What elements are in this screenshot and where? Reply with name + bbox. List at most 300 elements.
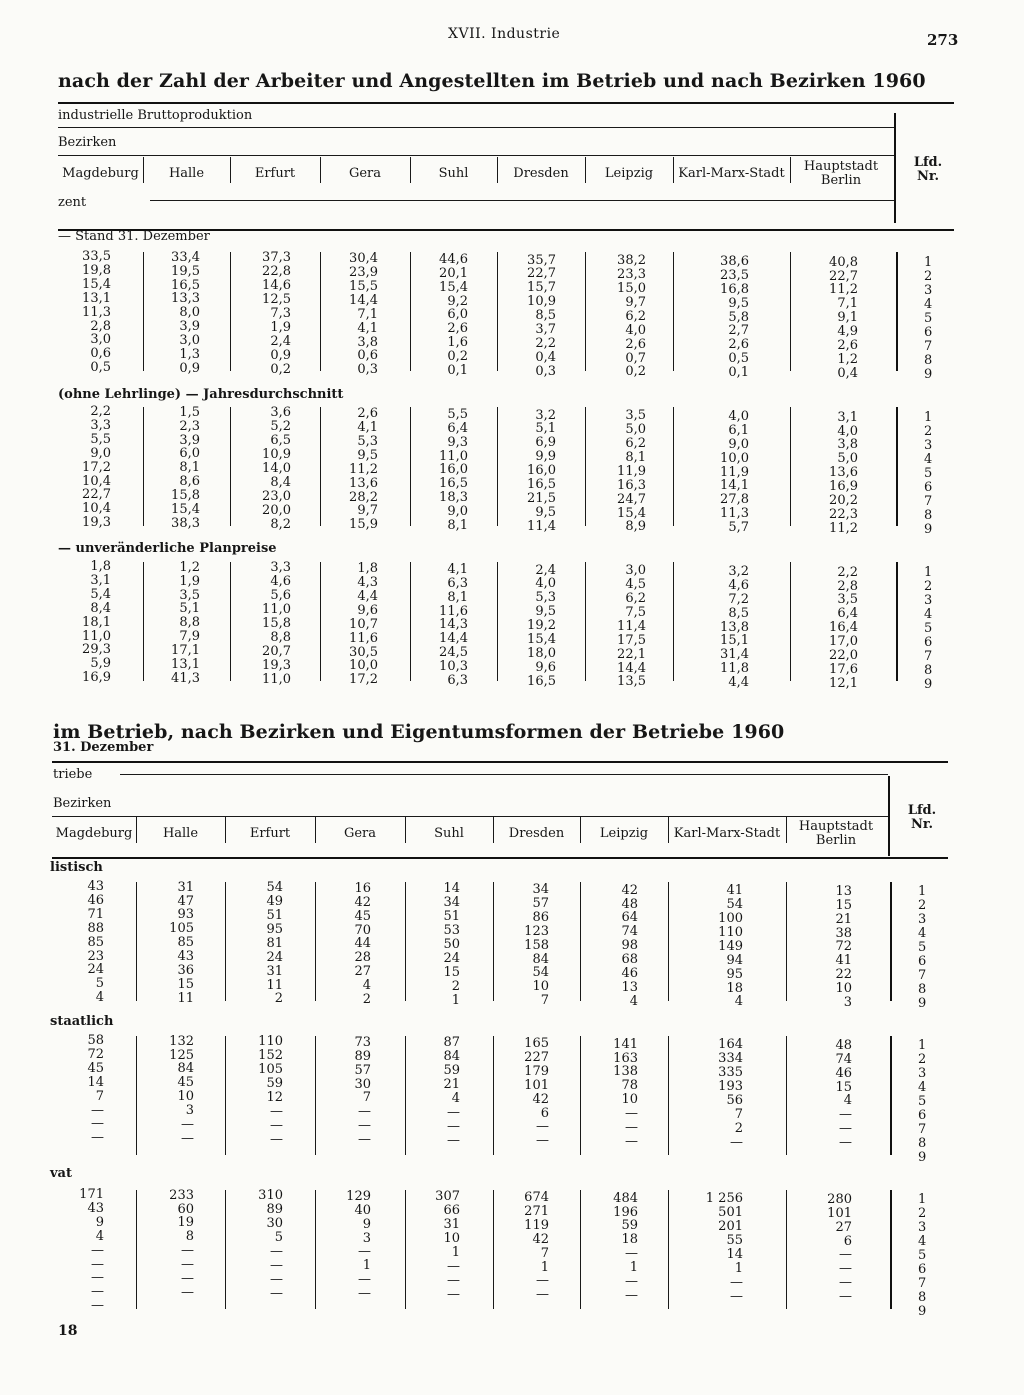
lfd-rule [890,1036,892,1155]
row-number: 1 [924,255,933,271]
table-cell: — [270,1117,283,1133]
table-cell: 36 [177,963,194,978]
table-cell: 11,0 [262,671,291,687]
row-number: 5 [924,465,933,481]
table-cell: 14,4 [439,631,468,647]
table-cell: — [358,1286,371,1302]
table-cell: 59 [266,1075,283,1091]
table-cell: — [91,1270,104,1286]
table-cell: 3,1 [90,572,111,588]
table-cell: 0,7 [625,350,646,366]
table-cell: 21,5 [527,490,556,506]
table-cell: 335 [718,1065,743,1080]
table-cell: 42 [621,882,638,898]
table-cell: 40 [354,1202,371,1218]
table-cell: 11,9 [617,463,646,479]
table-cell: 0,5 [90,360,111,376]
table1-lfd-divider [894,113,896,223]
row-number: 4 [924,607,933,622]
table-cell: 41 [835,953,852,969]
table-cell: 8 [185,1229,194,1245]
table-cell: 30,4 [349,251,378,267]
table-cell: 7,2 [728,591,749,607]
column-header-gera: Gera [343,826,377,841]
table-cell: — [536,1273,549,1289]
table-cell: 10 [621,1092,638,1108]
table-cell: 2,8 [90,318,111,334]
table-cell: 54 [266,880,283,896]
table-cell: 4,4 [728,675,749,691]
table-cell: 29,3 [82,642,111,658]
table-cell: 10 [835,981,852,997]
table-cell: 1 [629,1260,638,1276]
table-cell: 5,1 [179,601,200,617]
column-separator [790,157,791,183]
table-cell: 16,0 [439,462,468,478]
table-cell: 28,2 [349,489,378,505]
table-cell: 54 [532,965,549,981]
table-cell: 17,6 [829,661,858,677]
table-cell: 10 [177,1089,194,1105]
table-cell: 50 [443,937,460,952]
table-cell: 38 [835,925,852,941]
table-cell: 110 [718,924,743,940]
table-cell: 1 256 [705,1191,743,1207]
table-cell: 9,1 [837,310,858,326]
row-number: 5 [924,310,933,326]
table-cell: 149 [718,938,743,954]
row-number: 3 [924,593,933,609]
table-cell: 8,5 [728,605,749,621]
table-cell: 11,0 [82,628,111,644]
table-cell: 6 [540,1105,549,1121]
table-cell: 41 [726,883,743,899]
table-cell: 48 [835,1037,852,1053]
table-cell: 310 [258,1188,283,1204]
table-cell: 28 [354,950,371,966]
table-cell: 4,1 [447,561,468,577]
table-cell: — [447,1104,460,1120]
row-number: 9 [924,676,933,692]
table-cell: 501 [718,1205,743,1221]
table-cell: 54 [726,897,743,913]
table-cell: 227 [524,1049,549,1065]
table-cell: 56 [726,1092,743,1108]
row-number: 9 [918,1303,927,1319]
table-cell: 6,1 [728,422,749,438]
table-cell: 0,6 [357,348,378,364]
table2-rule [120,774,888,775]
table-cell: 11,2 [829,520,858,536]
table-cell: 18,1 [82,614,111,630]
table-cell: 3,5 [837,592,858,608]
table-cell: 17,5 [617,632,646,648]
column-rule [673,562,674,681]
table-cell: 13 [835,883,852,899]
table-cell: 22,8 [262,264,291,280]
table-cell: 1,6 [447,335,468,351]
table-cell: 72 [87,1046,104,1062]
table-cell: — [358,1132,371,1148]
table-cell: — [91,1102,104,1118]
page-number: 273 [927,31,959,49]
table-cell: 8,4 [270,474,291,490]
table-cell: 15 [835,897,852,913]
running-header: XVII. Industrie [448,26,561,42]
table-cell: 15,4 [171,502,200,517]
table-cell: — [447,1258,460,1274]
table-cell: 0,2 [625,364,646,380]
table-cell: 0,6 [90,346,111,362]
table1-header-line2: Bezirken [58,135,117,150]
table-cell: 0,1 [447,363,468,378]
table-cell: 7,1 [837,296,858,312]
table-cell: — [270,1257,283,1273]
column-separator [786,817,787,843]
table-cell: — [839,1135,852,1151]
table-cell: 5 [274,1229,283,1245]
table-cell: 10,7 [349,616,378,632]
table-cell: 10,0 [349,658,378,674]
table1-title: nach der Zahl der Arbeiter und Angestellten im Betrieb und nach Bezirken 1960 [58,70,926,92]
table-cell: 14 [443,881,460,897]
table-cell: 7 [734,1106,743,1122]
table-cell: 33,4 [171,249,200,265]
row-number: 7 [918,1121,927,1137]
table-cell: 53 [443,923,460,939]
table-cell: 22,7 [829,268,858,284]
column-header-hauptstadt-berlin: Hauptstadt Berlin [803,159,879,188]
table-cell: 158 [524,937,549,953]
row-number: 8 [924,662,933,678]
table-cell: 8,1 [179,460,200,476]
table-cell: 8,1 [447,518,468,533]
table-cell: 9,5 [728,295,749,311]
table-cell: 11,4 [617,618,646,634]
table-cell: 4 [734,994,743,1010]
table-cell: 86 [532,909,549,925]
table-cell: 12,5 [262,292,291,308]
column-separator [580,817,581,843]
table-cell: 89 [354,1048,371,1064]
row-number: 5 [924,620,933,636]
table-cell: 0,2 [447,349,468,365]
column-separator [143,157,144,183]
table-cell: 64 [621,910,638,926]
row-number: 8 [924,507,933,523]
table-cell: 2,4 [535,562,556,578]
table-cell: 2 [734,1120,743,1136]
table-cell: 4,0 [837,423,858,439]
lfd-rule [890,882,892,1001]
table-cell: 1,8 [357,561,378,577]
column-header-hauptstadt-berlin: Hauptstadt Berlin [798,819,874,848]
table-cell: 4,3 [357,575,378,590]
table-cell: — [270,1243,283,1259]
table-cell: 10,9 [262,447,291,463]
table-cell: 42 [532,1231,549,1247]
table-cell: 14 [87,1074,104,1090]
row-number: 6 [918,953,927,969]
table-cell: 68 [621,952,638,968]
column-header-magdeburg: Magdeburg [55,826,133,841]
section-label: — unveränderliche Planpreise [58,541,277,556]
table-cell: 15,4 [82,276,111,292]
table-cell: 24 [443,950,460,966]
table-cell: 16,4 [829,620,858,636]
table-cell: 5,2 [270,419,291,435]
table-cell: 105 [169,921,194,937]
row-number: 2 [918,1052,927,1068]
table-cell: 14,4 [617,660,646,676]
table-cell: 2,2 [535,335,556,351]
table-cell: — [730,1134,743,1150]
table-cell: 271 [524,1203,549,1219]
table-cell: — [181,1243,194,1259]
table-cell: — [536,1133,549,1149]
table-cell: 6,9 [535,435,556,451]
table-cell: — [625,1120,638,1135]
table-cell: 119 [524,1217,549,1233]
table-cell: 2,6 [357,406,378,422]
table2-top-rule [52,761,948,763]
table-cell: 10 [532,979,549,995]
table-cell: 15,4 [439,279,468,295]
table-cell: 16,3 [617,477,646,493]
table-cell: 674 [524,1190,549,1205]
table-cell: 73 [354,1034,371,1050]
table-cell: — [181,1130,194,1146]
table-cell: — [730,1274,743,1290]
table-cell: 3,0 [90,332,111,348]
table-cell: 9,0 [728,436,749,452]
table-cell: 14,6 [262,278,291,294]
table-cell: 11 [177,990,194,1006]
column-rule [790,562,791,681]
table-cell: 6 [843,1233,852,1249]
table-cell: — [839,1247,852,1263]
column-separator [668,817,669,843]
table-cell: 6,2 [625,436,646,451]
table-cell: 23,0 [262,488,291,504]
table-cell: 93 [177,907,194,923]
table-cell: 57 [354,1062,371,1078]
table-cell: — [447,1118,460,1134]
table-cell: 51 [443,909,460,925]
lfd-rule [896,562,898,681]
table-cell: 4,0 [625,322,646,338]
table-cell: — [839,1121,852,1137]
table1-rule [58,127,894,128]
table-cell: 334 [718,1051,743,1067]
table-cell: 21 [443,1077,460,1093]
table-cell: 9,7 [357,503,378,519]
table-cell: 81 [266,935,283,951]
table-cell: 34 [443,895,460,911]
table-cell: 1,2 [837,351,858,367]
column-rule [786,882,787,1001]
table-cell: — [91,1256,104,1272]
table-cell: 78 [621,1078,638,1094]
table-cell: 42 [354,894,371,910]
row-number: 6 [918,1261,927,1277]
row-number: 6 [918,1107,927,1123]
table-cell: 66 [443,1203,460,1219]
table-cell: 4,5 [625,577,646,593]
table-cell: 8,9 [625,519,646,535]
table-cell: 132 [169,1033,194,1049]
table-cell: 43 [87,879,104,894]
table-cell: 15,8 [262,616,291,631]
table2-header-line1: triebe [53,767,93,782]
table-cell: 95 [726,966,743,982]
column-separator [410,157,411,183]
table-cell: 5,1 [535,421,556,437]
table-cell: 1,9 [270,319,291,335]
table-cell: 2,6 [728,337,749,353]
table-cell: 233 [169,1187,194,1203]
column-separator [673,157,674,183]
table-cell: 15,8 [171,488,200,504]
column-separator [225,817,226,843]
table-cell: 100 [718,911,743,926]
column-header-gera: Gera [348,166,382,181]
table-cell: 7 [362,1090,371,1106]
table-cell: 17,1 [171,643,200,659]
table-cell: 3,9 [179,432,200,448]
table-cell: — [181,1117,194,1132]
table-cell: 3 [362,1230,371,1246]
table-cell: — [91,1130,104,1146]
table-cell: 11,2 [829,282,858,298]
table-cell: — [181,1257,194,1273]
table-cell: 13,3 [171,291,200,307]
row-number: 3 [918,1066,927,1082]
table-cell: 94 [726,952,743,968]
table-cell: 13,1 [82,290,111,306]
table-cell: 14,1 [720,478,749,494]
table-cell: 5,3 [535,590,556,606]
table-cell: 15 [835,1079,852,1095]
table1-rule [150,200,894,201]
table-cell: 11,6 [439,603,468,619]
table-cell: 3,1 [837,409,858,425]
table-cell: 38,3 [171,515,200,531]
table-cell: 8,1 [447,589,468,605]
table-cell: 10,4 [82,501,111,517]
table-cell: 0,3 [535,363,556,379]
table-cell: 27 [835,1219,852,1235]
table-cell: — [270,1285,283,1301]
row-number: 2 [924,579,933,595]
table-cell: 2,4 [270,333,291,349]
table-cell: 16,0 [527,463,556,479]
table-cell: 30 [354,1076,371,1092]
table-cell: — [91,1298,104,1314]
row-number: 4 [918,1234,927,1250]
table-cell: 280 [827,1191,852,1207]
table-cell: 3,0 [625,563,646,579]
table-cell: — [447,1272,460,1288]
table-cell: 27 [354,964,371,980]
table-cell: 4,1 [357,420,378,435]
column-rule [673,407,674,526]
table-cell: 8,0 [179,305,200,321]
table-cell: 1,9 [179,573,200,589]
table-cell: 4 [629,993,638,1009]
table-cell: 20,1 [439,265,468,281]
table1-lfd-header: Lfd. Nr. [913,155,943,184]
table-cell: 30 [266,1216,283,1231]
footer-number: 18 [58,1323,78,1339]
table-cell: 9,6 [357,602,378,618]
table-cell: 84 [532,951,549,967]
table-cell: 9,9 [535,449,556,465]
table-cell: 110 [258,1034,283,1050]
table-cell: 23,9 [349,265,378,280]
table-cell: 15 [443,964,460,980]
table-cell: — [625,1106,638,1122]
table-cell: 24 [266,949,283,965]
table-cell: 105 [258,1062,283,1077]
table-cell: — [447,1286,460,1302]
table-cell: 8,1 [625,449,646,465]
table-cell: 0,3 [357,362,378,378]
column-separator [230,157,231,183]
table-cell: 43 [87,1200,104,1216]
column-rule [786,1190,787,1309]
table-cell: 22 [835,967,852,983]
table-cell: 5,3 [357,433,378,449]
table-cell: 3,7 [535,322,556,337]
table-cell: 14,0 [262,461,291,476]
table-cell: 13 [621,979,638,995]
table-cell: 22,3 [829,506,858,522]
table-cell: 4,6 [270,574,291,590]
table-cell: 8,8 [179,615,200,631]
table-cell: 101 [827,1205,852,1221]
table-cell: 14,4 [349,292,378,308]
table-cell: 9 [95,1214,104,1230]
row-number: 2 [918,1206,927,1222]
table-cell: 0,4 [837,365,858,381]
column-separator [405,817,406,843]
table-cell: 129 [346,1188,371,1204]
row-number: 4 [918,1080,927,1096]
table-cell: — [181,1284,194,1300]
table-cell: 307 [435,1189,460,1205]
table-cell: 44,6 [439,251,468,267]
column-rule [786,1036,787,1155]
table-cell: 1,2 [179,559,200,575]
row-number: 7 [918,967,927,983]
column-rule [668,882,669,1001]
table-cell: 13,1 [171,657,200,672]
table-cell: 22,7 [527,266,556,282]
column-header-karl-marx-stadt: Karl-Marx-Stadt [673,826,781,841]
table-cell: 484 [613,1190,638,1206]
row-number: 7 [918,1275,927,1291]
row-number: 9 [918,995,927,1011]
table-cell: 1,5 [179,404,200,420]
table2-header-line2: Bezirken [53,796,112,811]
table-cell: — [358,1104,371,1120]
column-separator [136,817,137,843]
table-cell: 43 [177,949,194,965]
table-cell: 2,2 [90,404,111,419]
table-cell: 16 [354,880,371,896]
table-cell: 46 [621,966,638,981]
